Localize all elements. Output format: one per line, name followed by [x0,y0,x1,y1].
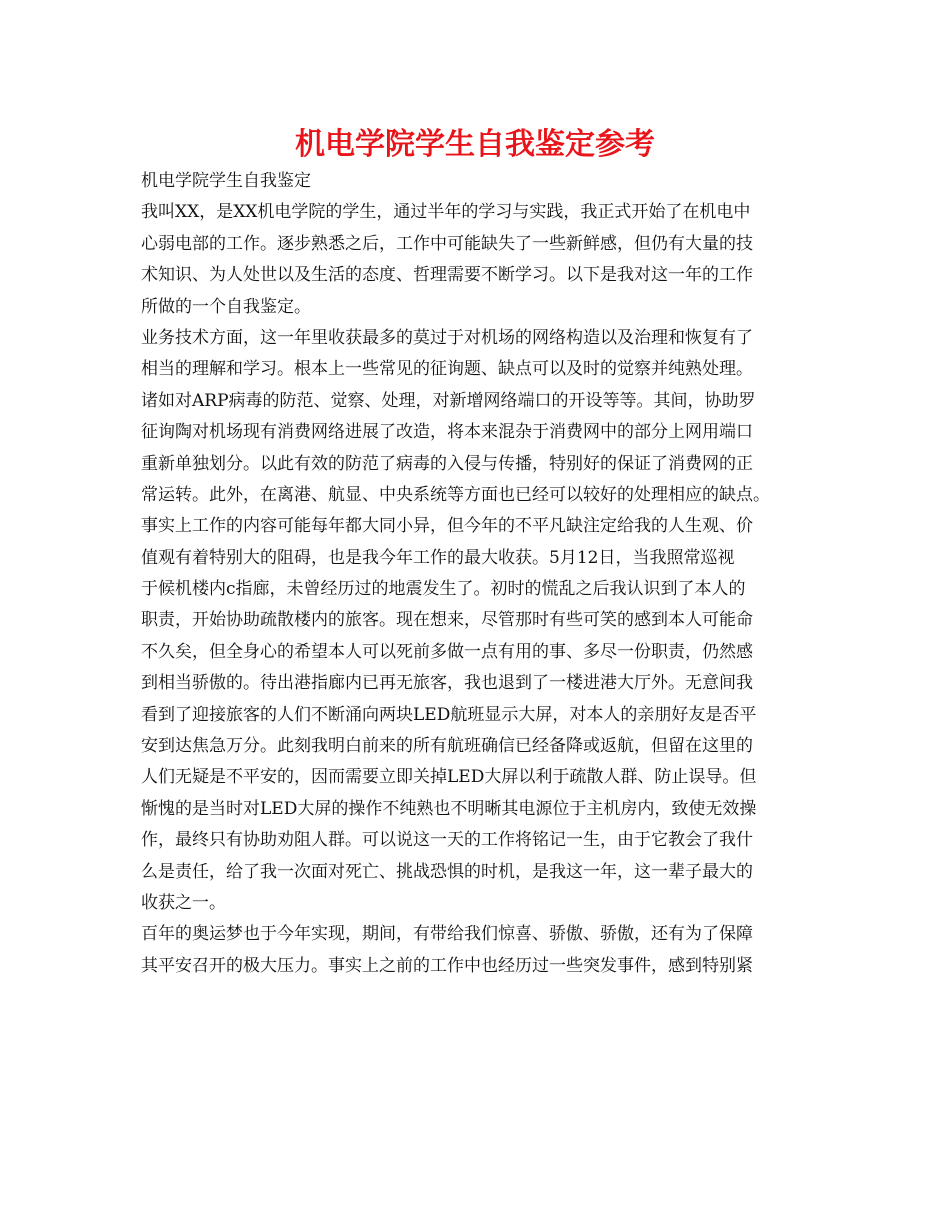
paragraph-line: 安到达焦急万分。此刻我明白前来的所有航班确信已经备降或返航，但留在这里的 [141,736,753,757]
paragraph-line: 心弱电部的工作。逐步熟悉之后，工作中可能缺失了一些新鲜感，但仍有大量的技 [141,233,753,254]
paragraph-line: 人们无疑是不平安的，因而需要立即关掉LED大屏以利于疏散人群、防止误导。但 [141,767,757,788]
document-body [141,166,821,982]
paragraph-line: 我叫XX，是XX机电学院的学生，通过半年的学习与实践，我正式开始了在机电中 [141,202,751,223]
paragraph-line: 收获之一。 [141,892,226,913]
paragraph-line: 术知识、为人处世以及生活的态度、哲理需要不断学习。以下是我对这一年的工作 [141,265,753,286]
paragraph-line: 到相当骄傲的。待出港指廊内已再无旅客，我也退到了一楼进港大厅外。无意间我 [141,673,753,694]
paragraph-line: 么是责任，给了我一次面对死亡、挑战恐惧的时机，是我这一年，这一辈子最大的 [141,861,753,882]
paragraph-line: 值观有着特别大的阻碍，也是我今年工作的最大收获。5月12日，当我照常巡视 [141,547,735,568]
paragraph-line: 常运转。此外，在离港、航显、中央系统等方面也已经可以较好的处理相应的缺点。 [141,484,770,505]
paragraph-line: 所做的一个自我鉴定。 [141,296,311,317]
paragraph-line: 作，最终只有协助劝阻人群。可以说这一天的工作将铭记一生，由于它教会了我什 [141,830,753,851]
paragraph-line: 不久矣，但全身心的希望本人可以死前多做一点有用的事、多尽一份职责，仍然感 [141,641,753,662]
paragraph-line: 诸如对ARP病毒的防范、觉察、处理，对新增网络端口的开设等等。其间，协助罗 [141,390,756,411]
paragraph-line: 百年的奥运梦也于今年实现，期间，有带给我们惊喜、骄傲、骄傲，还有为了保障 [141,924,753,945]
document-subtitle: 机电学院学生自我鉴定 [141,171,311,191]
paragraph-line: 事实上工作的内容可能每年都大同小异，但今年的不平凡缺注定给我的人生观、价 [141,516,753,537]
paragraph-line: 职责，开始协助疏散楼内的旅客。现在想来，尽管那时有些可笑的感到本人可能命 [141,610,753,631]
paragraph-line: 业务技术方面，这一年里收获最多的莫过于对机场的网络构造以及治理和恢复有了 [141,327,753,348]
document-title: 机电学院学生自我鉴定参考 [295,127,655,162]
paragraph-line: 惭愧的是当时对LED大屏的操作不纯熟也不明晰其电源位于主机房内，致使无效操 [141,798,757,819]
paragraph-line: 于候机楼内c指廊，未曾经历过的地震发生了。初时的慌乱之后我认识到了本人的 [141,579,746,600]
paragraph-line: 重新单独划分。以此有效的防范了病毒的入侵与传播，特别好的保证了消费网的正 [141,453,753,474]
paragraph-line: 征询陶对机场现有消费网络进展了改造，将本来混杂于消费网中的部分上网用端口 [141,422,753,443]
paragraph-line: 看到了迎接旅客的人们不断涌向两块LED航班显示大屏，对本人的亲朋好友是否平 [141,704,757,725]
paragraph-line: 其平安召开的极大压力。事实上之前的工作中也经历过一些突发事件，感到特别紧 [141,955,753,976]
paragraph-line: 相当的理解和学习。根本上一些常见的征询题、缺点可以及时的觉察并纯熟处理。 [141,359,753,380]
